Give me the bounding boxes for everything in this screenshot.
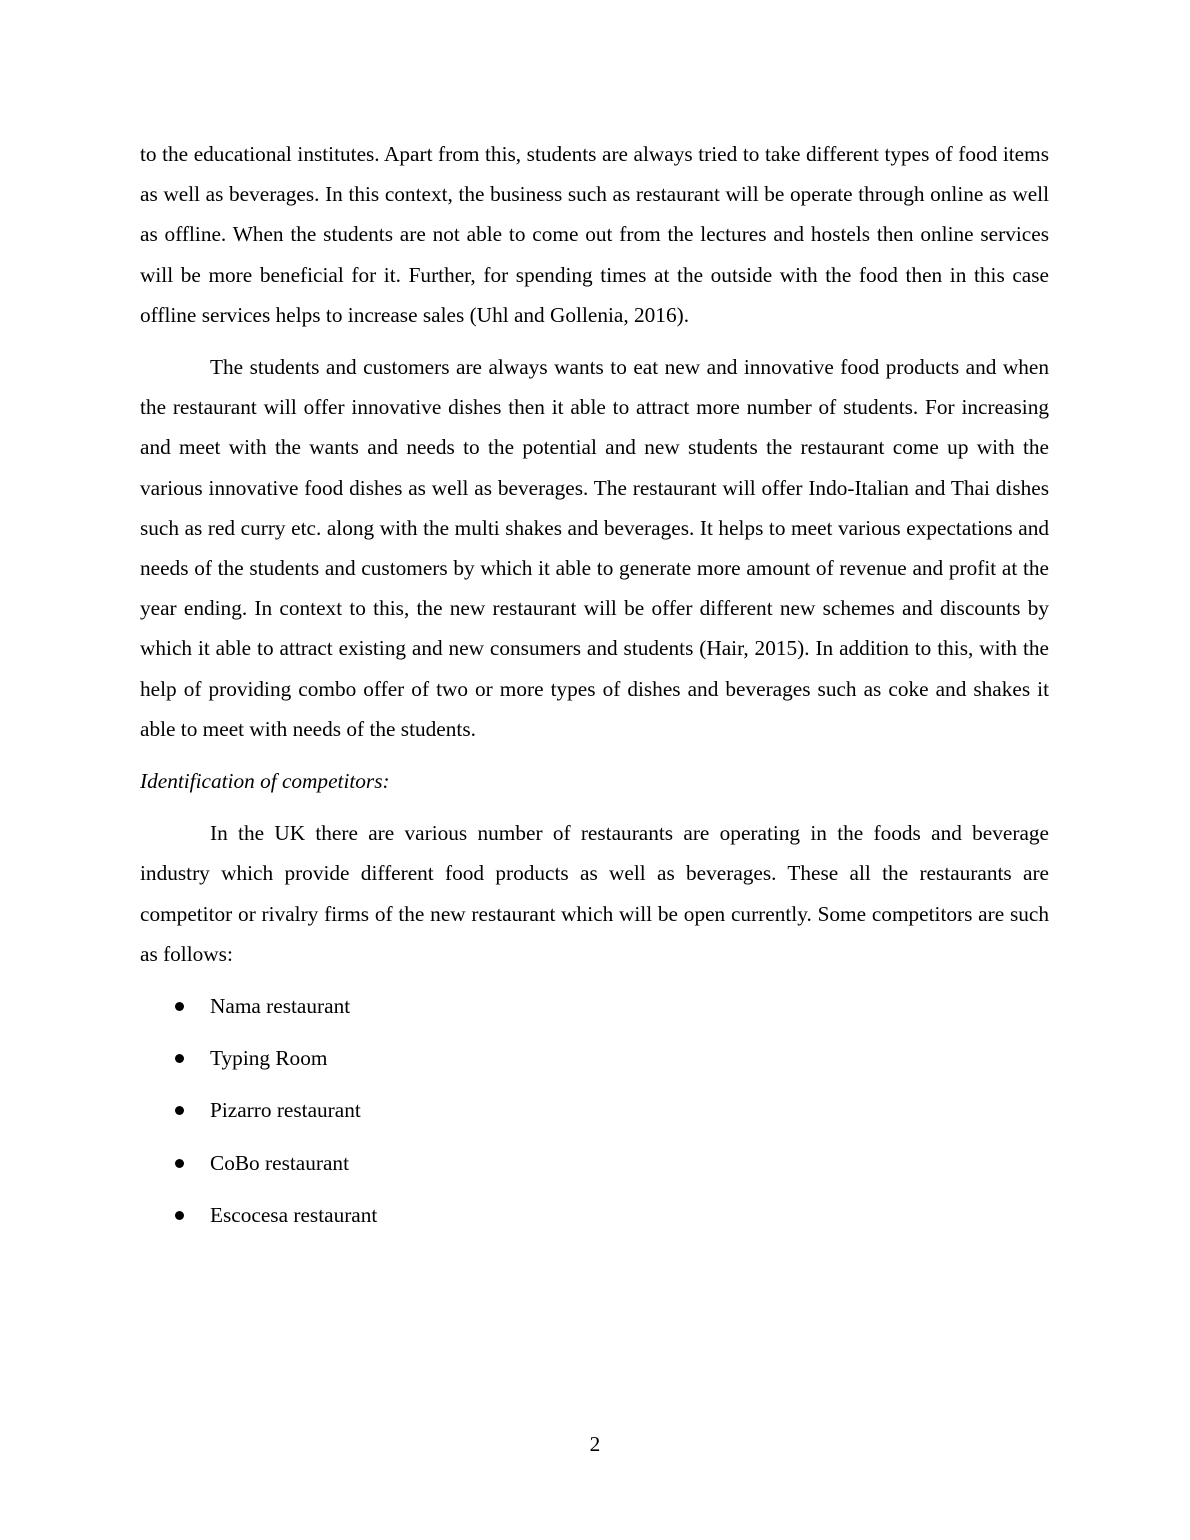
list-item (140, 986, 1049, 1026)
list-item (140, 1195, 1049, 1235)
section-heading-competitors: Identification of competitors: (140, 769, 390, 794)
paragraph-innovative-dishes: The students and customers are always wants to eat new and innovative food products and when the restaurant will offer innovative dishes then it able to attract more number of students. For increasing and meet with the wants and needs to the potential and new students the restaurant come up with the various innovative food dishes as well as beverages. The restaurant will offer Indo-Italian and Thai dishes such as red curry etc. along with the multi shakes and beverages. It helps to meet various expectations and needs of the students and customers by which it able to generate more amount of revenue and profit at the year ending. In context to this, the new restaurant will be offer different new schemes and discounts by which it able to attract existing and new consumers and students (Hair, 2015). In addition to this, with the help of providing combo offer of two or more types of dishes and beverages such as coke and shakes it able to meet with needs of the students. (140, 355, 1049, 741)
bullet-icon (175, 1106, 184, 1115)
bullet-icon (175, 1211, 184, 1220)
list-item (140, 1090, 1049, 1130)
bullet-icon (175, 1159, 184, 1168)
list-item (140, 1143, 1049, 1183)
paragraph-competitors-intro: In the UK there are various number of restaurants are operating in the foods and beverage industry which provide different food products as well as beverages. These all the restaurants are competitor or rivalry firms of the new restaurant which will be open currently. Some competitors are such as follows: (140, 821, 1049, 966)
list-item (140, 1038, 1049, 1078)
document-body (140, 134, 1049, 1247)
bullet-icon (175, 1002, 184, 1011)
paragraph-continuation: to the educational institutes. Apart from this, students are always tried to take different types of food items as well as beverages. In this context, the business such as restaurant will be operate through online as well as offline. When the students are not able to come out from the lectures and hostels then online services will be more beneficial for it. Further, for spending times at the outside with the food then in this case offline services helps to increase sales (Uhl and Gollenia, 2016). (140, 142, 1049, 327)
competitor-name: CoBo restaurant (210, 1150, 349, 1175)
competitor-name: Pizarro restaurant (210, 1098, 361, 1123)
bullet-icon (175, 1054, 184, 1063)
competitor-name: Typing Room (210, 1046, 328, 1071)
competitor-name: Escocesa restaurant (210, 1202, 378, 1227)
competitor-list (140, 986, 1049, 1235)
competitor-name: Nama restaurant (210, 994, 351, 1019)
page-number: 2 (589, 1432, 601, 1456)
